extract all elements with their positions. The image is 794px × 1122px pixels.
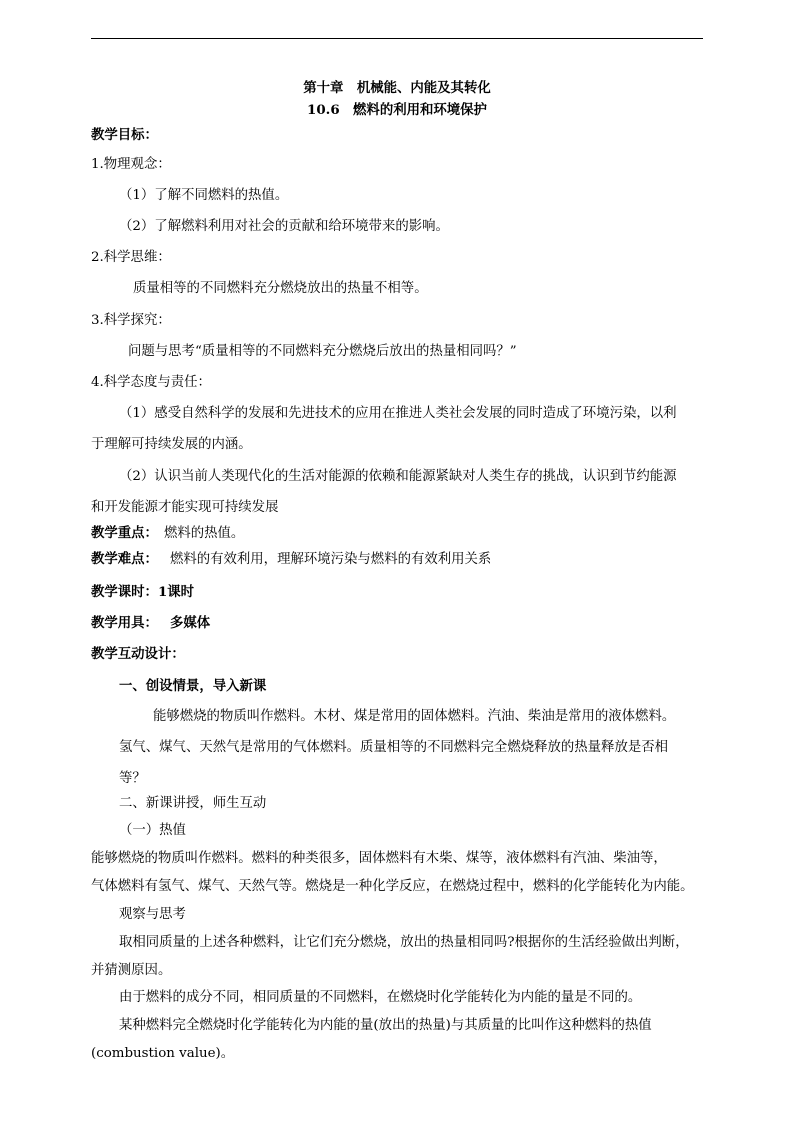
tools-text: 多媒体	[169, 615, 211, 631]
design-heading: 教学互动设计：	[91, 646, 185, 662]
part1-heading: 一、创设情景，导入新课	[119, 678, 267, 694]
tools-label: 教学用具：	[91, 615, 158, 631]
key-point-label: 教学重点：	[91, 525, 158, 541]
key-point	[91, 524, 244, 543]
difficulty-label: 教学难点：	[91, 551, 158, 567]
part1-p2: 氢气、煤气、天然气是常用的气体燃料。质量相等的不同燃料完全燃烧释放的热量释放是否相	[119, 740, 669, 755]
tools	[91, 614, 210, 632]
section-title: 10.6 燃料的利用和环境保护	[307, 102, 487, 118]
key-point-text: 燃料的热值。	[163, 526, 245, 541]
attitude-item-1b: 于理解可持续发展的内涵。	[91, 437, 252, 452]
chapter-title: 第十章 机械能、内能及其转化	[303, 80, 491, 96]
part1-p1: 能够燃烧的物质叫作燃料。木材、煤是常用的固体燃料。汽油、柴油是常用的液体燃料。	[153, 709, 676, 724]
attitude-item-1a: （1）感受自然科学的发展和先进技术的应用在推进人类社会发展的同时造成了环境污染，以利	[119, 406, 677, 421]
thinking-text: 质量相等的不同燃料充分燃烧放出的热量不相等。	[133, 281, 428, 296]
part2-p4a: 某种燃料完全燃烧时化学能转化为内能的量(放出的热量)与其质量的比叫作这种燃料的热值	[119, 1018, 652, 1033]
thinking-heading: 2.科学思维：	[91, 250, 171, 265]
difficulty	[91, 550, 491, 569]
attitude-heading: 4.科学态度与责任：	[91, 375, 211, 390]
part1-p3: 等？	[119, 771, 146, 786]
attitude-item-2a: （2）认识当前人类现代化的生活对能源的依赖和能源紧缺对人类生存的挑战，认识到节约能源	[119, 469, 677, 484]
concept-item-2: （2）了解燃料利用对社会的贡献和给环境带来的影响。	[119, 219, 449, 234]
concept-item-1: （1）了解不同燃料的热值。	[119, 188, 289, 203]
header-rule	[91, 38, 703, 39]
part2-observe: 观察与思考	[119, 907, 186, 922]
part2-p2a: 取相同质量的上述各种燃料，让它们充分燃烧，放出的热量相同吗?根据你的生活经验做出判断，	[119, 935, 689, 950]
part2-p4b: (combustion value)。	[91, 1046, 235, 1061]
objectives-heading: 教学目标：	[91, 127, 158, 143]
inquiry-heading: 3.科学探究：	[91, 313, 171, 328]
part2-p3: 由于燃料的成分不同，相同质量的不同燃料，在燃烧时化学能转化为内能的量是不同的。	[119, 990, 642, 1005]
part2-p1b: 气体燃料有氢气、煤气、天然气等。燃烧是一种化学反应，在燃烧过程中，燃料的化学能转化为内能。	[91, 879, 694, 894]
hours: 教学课时：1课时	[91, 584, 195, 600]
part2-p1a: 能够燃烧的物质叫作燃料。燃料的种类很多，固体燃料有木柴、煤等，液体燃料有汽油、柴油等，	[91, 851, 667, 866]
part2-heading: 二、新课讲授，师生互动	[119, 796, 267, 811]
difficulty-text: 燃料的有效利用，理解环境污染与燃料的有效利用关系	[169, 552, 492, 567]
attitude-item-2b: 和开发能源才能实现可持续发展	[91, 500, 279, 515]
concept-heading: 1.物理观念：	[91, 157, 171, 172]
part2-p2b: 并猜测原因。	[91, 963, 172, 978]
inquiry-text: 问题与思考“质量相等的不同燃料充分燃烧后放出的热量相同吗？”	[128, 344, 517, 359]
part2-sub1: （一）热值	[119, 823, 186, 838]
